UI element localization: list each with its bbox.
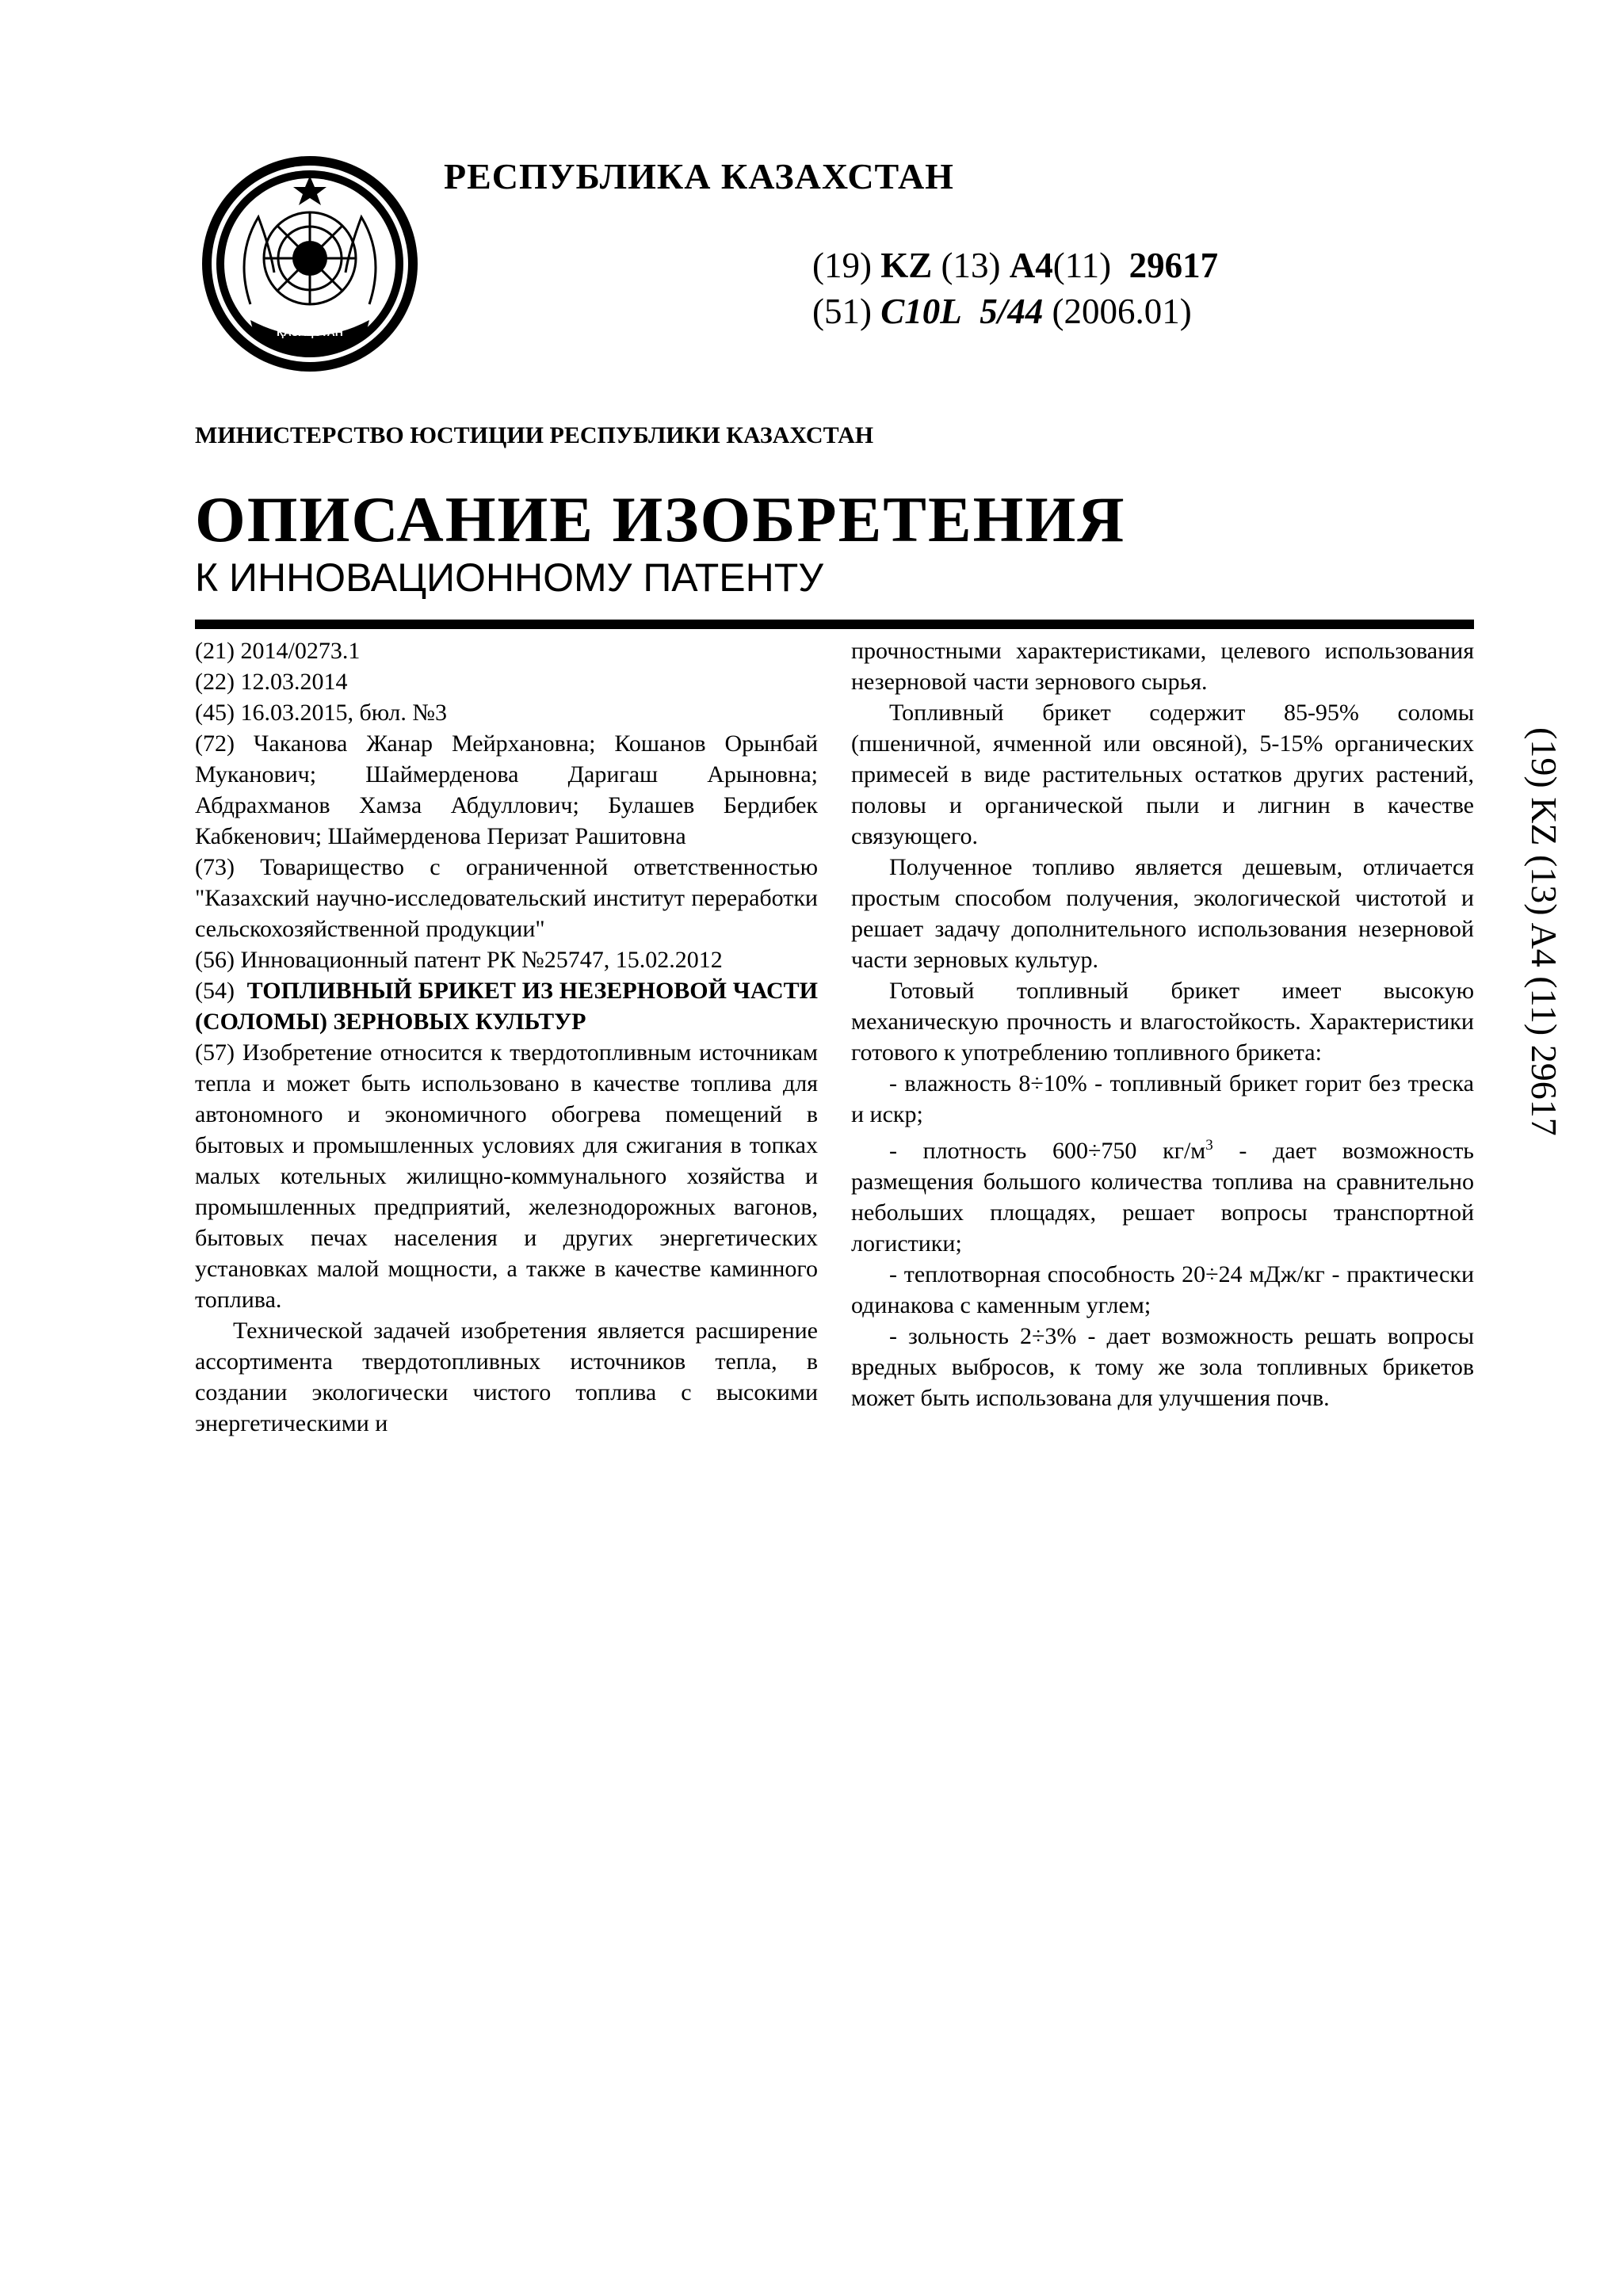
- characteristic-humidity: - влажность 8÷10% - топливный брикет горит без треска и искр;: [851, 1070, 1474, 1127]
- description-column: [851, 635, 1474, 1413]
- divider: [195, 620, 1474, 629]
- paragraph: Топливный брикет содержит 85-95% соломы (пшеничной, ячменной или овсяной), 5-15% органических примесей в виде растительных остатков других растений, половы и органической пыли и лигнин в качестве связующего.: [851, 700, 1474, 849]
- field-56-references: (56) Инновационный патент РК №25747, 15.02.2012: [195, 947, 723, 973]
- publication-codes: [812, 242, 1218, 334]
- document-title: ОПИСАНИЕ ИЗОБРЕТЕНИЯ: [195, 483, 1126, 555]
- emblem-text: ҚАЗАҚСТАН: [277, 326, 343, 338]
- country-name: РЕСПУБЛИКА КАЗАХСТАН: [444, 156, 954, 196]
- field-73-owner: (73) Товарищество с ограниченной ответственностью "Казахский научно-исследовательский институт переработки сельскохозяйственной продукции": [195, 854, 818, 942]
- code-line-1: (19) KZ (13) A4(11) 29617: [812, 246, 1219, 285]
- field-22: (22) 12.03.2014: [195, 669, 348, 695]
- paragraph: Готовый топливный брикет имеет высокую механическую прочность и влагостойкость. Характеристики готового к употреблению топливного брикета:: [851, 978, 1474, 1066]
- side-code-wrap: [1524, 727, 1573, 1136]
- characteristic-ash: - зольность 2÷3% - дает возможность решать вопросы вредных выбросов, к тому же зола топливных брикетов может быть использована для улучшения почв.: [851, 1323, 1474, 1411]
- characteristic-heat: - теплотворная способность 20÷24 мДж/кг - практически одинакова с каменным углем;: [851, 1261, 1474, 1318]
- technical-task: Технической задачей изобретения является расширение ассортимента твердотопливных источников тепла, в создании экологически чистого топлива с высокими энергетическими и: [195, 1318, 818, 1436]
- patent-number: 29617: [1128, 246, 1219, 285]
- code-line-2: (51) C10L 5/44 (2006.01): [812, 292, 1192, 331]
- state-emblem: [195, 154, 425, 374]
- ministry: МИНИСТЕРСТВО ЮСТИЦИИ РЕСПУБЛИКИ КАЗАХСТАН: [195, 422, 874, 448]
- document-subtitle: К ИННОВАЦИОННОМУ ПАТЕНТУ: [195, 555, 824, 600]
- paragraph: прочностными характеристиками, целевого использования незерновой части зернового сырья.: [851, 638, 1474, 695]
- field-54-title: (54) ТОПЛИВНЫЙ БРИКЕТ ИЗ НЕЗЕРНОВОЙ ЧАСТИ (СОЛОМЫ) ЗЕРНОВЫХ КУЛЬТУР: [195, 978, 819, 1035]
- field-57-abstract: (57) Изобретение относится к твердотопливным источникам тепла и может быть использовано в качестве топлива для автономного и экономичного обогрева помещений в бытовых и промышленных условиях для сжигания в топках малых котельных жилищно-коммунального хозяйства и промышленных предприятий, железнодорожных вагонов, бытовых печах населения и других энергетических установках малой мощности, а также в качестве каминного топлива.: [195, 1039, 818, 1313]
- bibliographic-column: [195, 635, 818, 1439]
- paragraph: Полученное топливо является дешевым, отличается простым способом получения, экологической чистотой и решает задачу дополнительного использования незерновой части зерновых культур.: [851, 854, 1474, 973]
- characteristic-density: - плотность 600÷750 $кг/м^3$ - дает возможность размещения большого количества топлива на сравнительно небольших площадях, решает вопросы транспортной логистики;: [851, 1137, 1474, 1257]
- field-72-inventors: (72) Чаканова Жанар Мейрхановна; Кошанов Орынбай Муканович; Шаймерденова Даригаш Арыновна; Абдрахманов Хамза Абдуллович; Булашев Бердибек Кабкенович; Шаймерденова Перизат Рашитовна: [195, 730, 818, 849]
- field-21: (21) 2014/0273.1: [195, 638, 361, 664]
- side-publication-code: (19) KZ (13) A4 (11) 29617: [1524, 727, 1564, 1136]
- field-45: (45) 16.03.2015, бюл. №3: [195, 700, 448, 726]
